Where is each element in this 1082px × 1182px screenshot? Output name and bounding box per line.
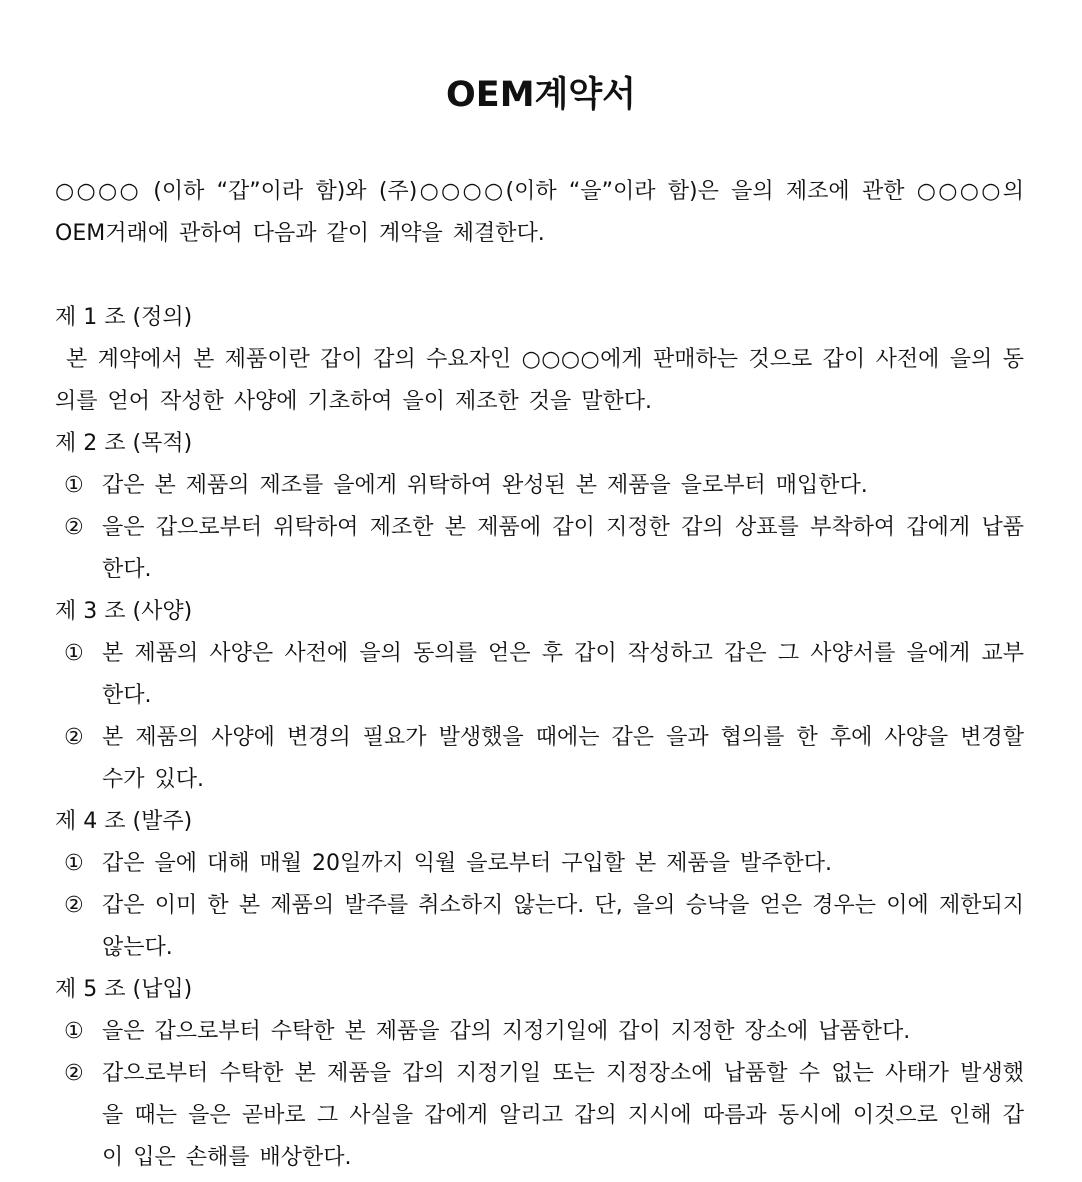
article-3-item-2: [64, 717, 1024, 801]
item-number: ①: [64, 851, 84, 876]
item-text: 갑은 이미 한 본 제품의 발주를 취소하지 않는다. 단, 을의 승낙을 얻은 경우는 이에 제한되지 않는다.: [102, 893, 1024, 960]
item-text: 갑은 본 제품의 제조를 을에게 위탁하여 완성된 본 제품을 을로부터 매입한다.: [102, 473, 868, 498]
item-text: 본 제품의 사양에 변경의 필요가 발생했을 때에는 갑은 을과 협의를 한 후에 사양을 변경할 수가 있다.: [102, 725, 1024, 792]
item-text: 갑은 을에 대해 매월 20일까지 익월 을로부터 구입할 본 제품을 발주한다.: [102, 851, 832, 876]
item-text: 본 제품의 사양은 사전에 을의 동의를 얻은 후 갑이 작성하고 갑은 그 사양서를 을에게 교부한다.: [102, 641, 1024, 708]
article-5-heading: 제 5 조 (납입): [55, 977, 193, 1002]
item-text: 을은 갑으로부터 위탁하여 제조한 본 제품에 갑이 지정한 갑의 상표를 부착하여 갑에게 납품한다.: [102, 515, 1024, 582]
article-4-item-1: [64, 843, 1024, 885]
item-number: ①: [64, 1019, 84, 1044]
article-1-heading: 제 1 조 (정의): [55, 305, 193, 330]
article-5-item-2: [64, 1053, 1024, 1179]
intro-paragraph: ○○○○ (이하 “갑”이라 함)와 (주)○○○○(이하 “을”이라 함)은 을의 제조에 관한 ○○○○의 OEM거래에 관하여 다음과 같이 계약을 체결한다.: [55, 179, 1024, 246]
item-number: ②: [64, 725, 84, 750]
item-number: ①: [64, 473, 84, 498]
article-3-item-1: [64, 633, 1024, 717]
article-2-item-1: [64, 465, 1024, 507]
article-1-paragraph: 본 계약에서 본 제품이란 갑이 갑의 수요자인 ○○○○에게 판매하는 것으로 갑이 사전에 을의 동의를 얻어 작성한 사양에 기초하여 을이 제조한 것을 말한다.: [55, 347, 1024, 414]
article-5-item-1: [64, 1011, 1024, 1053]
article-2-item-2: [64, 507, 1024, 591]
item-text: 을은 갑으로부터 수탁한 본 제품을 갑의 지정기일에 갑이 지정한 장소에 납품한다.: [102, 1019, 911, 1044]
item-number: ②: [64, 1061, 84, 1086]
item-number: ①: [64, 641, 84, 666]
item-text: 갑으로부터 수탁한 본 제품을 갑의 지정기일 또는 지정장소에 납품할 수 없는 사태가 발생했을 때는 을은 곧바로 그 사실을 갑에게 알리고 갑의 지시에 따름과 동시에 이것으로 인해 갑이 입은 손해를 배상한다.: [102, 1061, 1024, 1170]
article-3-heading: 제 3 조 (사양): [55, 599, 193, 624]
item-number: ②: [64, 893, 84, 918]
document-title: OEM계약서: [446, 75, 636, 115]
article-4-heading: 제 4 조 (발주): [55, 809, 193, 834]
article-2-heading: 제 2 조 (목적): [55, 431, 193, 456]
item-number: ②: [64, 515, 84, 540]
article-4-item-2: [64, 885, 1024, 969]
